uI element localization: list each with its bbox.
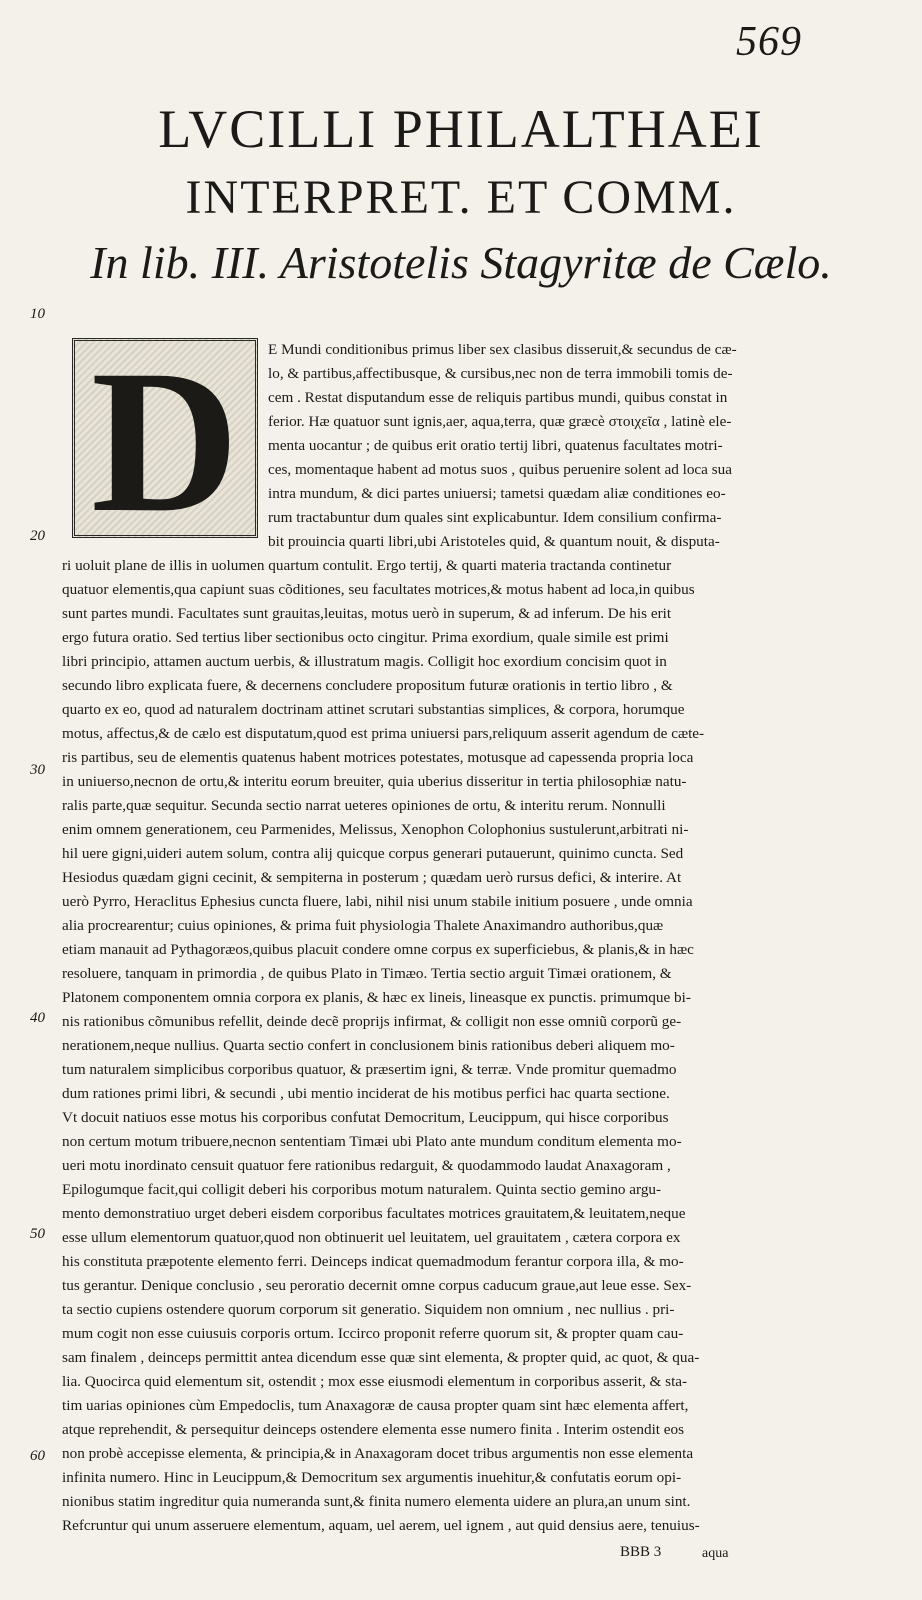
text-line: non certum motum tribuere,necnon sententiam Timæi ubi Plato ante mundum conditum elementa mo- — [62, 1133, 682, 1150]
text-line: his constituta præpotente elemento ferri. Deinceps indicat quemadmodum ferantur corpora illa, & mo- — [62, 1253, 684, 1270]
text-line: in uniuerso,necnon de ortu,& interitu eorum breuiter, quia uberius disseritur in tertia philosophiæ natu- — [62, 773, 687, 790]
text-line: intra mundum, & dici partes uniuersi; tametsi quædam aliæ conditiones eo- — [268, 485, 726, 502]
text-line: quarto ex eo, quod ad naturalem doctrinam attinet scrutari substantias simplices, & corpora, horumque — [62, 701, 685, 718]
text-line: menta uocantur ; de quibus erit oratio tertij libri, quatenus facultates motri- — [268, 437, 723, 454]
text-line: nis rationibus cõmunibus refellit, deinde decẽ proprijs infirmat, & colligit non esse omniũ corporũ ge- — [62, 1013, 682, 1030]
margin-line-number: 50 — [30, 1226, 45, 1242]
text-line: libri principio, attamen auctum uerbis, & illustratum magis. Colligit hoc exordium concisim quot in — [62, 653, 667, 670]
text-line: ris partibus, seu de elementis quatenus habent motrices potestates, motusque ad capessenda propria loca — [62, 749, 694, 766]
text-line: Platonem componentem omnia corpora ex planis, & hæc ex lineis, lineasque ex punctis. primumque bi- — [62, 989, 691, 1006]
text-line: quatuor elementis,qua capiunt suas cõditiones, seu facultates motrices,& motus habent ad loca,in quibus — [62, 581, 695, 598]
text-line: hil uere gigni,uideri autem solum, contra alij quicque corpus generari putauerunt, quinimo cuncta. Sed — [62, 845, 684, 862]
text-line: ta sectio cupiens ostendere quorum corporum sit generatio. Siquidem non omnium , nec nullius . pri- — [62, 1301, 675, 1318]
margin-line-number: 10 — [30, 306, 45, 322]
text-line: rum tractabuntur dum quales sint explicabuntur. Idem consilium confirma- — [268, 509, 722, 526]
text-line: ferior. Hæ quatuor sunt ignis,aer, aqua,terra, quæ græcè στοιχεῖα , latinè ele- — [268, 413, 732, 430]
text-line: Hesiodus quædam gigni cecinit, & sempiterna in posterum ; quædam uerò rursus defici, & interire. At — [62, 869, 682, 886]
margin-line-number: 40 — [30, 1010, 45, 1026]
text-line: uerò Pyrro, Heraclitus Ephesius cuncta fluere, labi, nihil nisi unum stabile initium posuere , unde omnia — [62, 893, 693, 910]
decorated-initial — [72, 327, 258, 555]
text-line: bit prouincia quarti libri,ubi Aristoteles quid, & quantum nouit, & disputa- — [268, 533, 720, 550]
initial-letter: D — [90, 327, 240, 555]
text-line: ces, momentaque habent ad motus suos , quibus peruenire solent ad loca sua — [268, 461, 732, 478]
text-line: Refcruntur qui unum asseruere elementum, aquam, uel aerem, uel ignem , aut quid densius aere, tenuius- — [62, 1517, 700, 1534]
text-line: Vt docuit natiuos esse motus his corporibus confutat Democritum, Leucippum, qui hisce corporibus — [62, 1109, 669, 1126]
text-line: enim omnem generationem, ceu Parmenides, Melissus, Xenophon Colophonius sustulerunt,arbitrati ni- — [62, 821, 689, 838]
text-line: Epilogumque facit,qui colligit deberi his corporibus motum naturalem. Quinta sectio gemino argu- — [62, 1181, 662, 1198]
text-line: secundo libro explicata fuere, & decernens concludere propositum futuræ orationis in tertio libro , & — [62, 677, 673, 694]
text-line: nerationem,neque nullius. Quarta sectio confert in conclusionem binis rationibus deberi aliquem mo- — [62, 1037, 675, 1054]
text-line: ergo futura oratio. Sed tertius liber sectionibus octo cingitur. Prima exordium, quale simile est primi — [62, 629, 669, 646]
text-line: motus, affectus,& de cælo est disputatum,quod est prima uniuersi pars,reliquum asserit agendum de cæte- — [62, 725, 705, 742]
text-line: mum cogit non esse cuiusuis corporis ortum. Iccirco proponit referre quorum sit, & propter quam cau- — [62, 1325, 684, 1342]
text-line: sam finalem , deinceps permittit antea dicendum esse quæ sint elementa, & propter quid, ac quot, & qua- — [62, 1349, 700, 1366]
text-line: atque reprehendit, & persequitur deinceps ostendere elementa esse numero finita . Interim ostendit eos — [62, 1421, 685, 1438]
text-line: dum rationes primi libri, & secundi , ubi mentio inciderat de his motibus perfici hac quarta sectione. — [62, 1085, 670, 1102]
margin-line-number: 20 — [30, 528, 45, 544]
page-number: 569 — [736, 19, 802, 65]
margin-line-number: 30 — [30, 762, 45, 778]
text-line: ueri motu inordinato censuit quatuor fere rationibus redarguit, & quodammodo laudat Anaxagoram , — [62, 1157, 671, 1174]
margin-line-number: 60 — [30, 1448, 45, 1464]
text-line: ralis parte,quæ sequitur. Secunda sectio narrat ueteres opiniones de ortu, & interitu rerum. Nonnulli — [62, 797, 666, 814]
text-line: non probè accepisse elementa, & principia,& in Anaxagoram docet tribus argumentis non esse elementa — [62, 1445, 694, 1462]
text-line: tum naturalem simplicibus corporibus quatuor, & præsertim igni, & terræ. Vnde promitur quemadmo — [62, 1061, 677, 1078]
text-line: E Mundi conditionibus primus liber sex clasibus disseruit,& secundus de cæ- — [268, 341, 737, 358]
text-line: lo, & partibus,affectibusque, & cursibus,nec non de terra immobili tomis de- — [268, 365, 733, 382]
text-line: tim uarias opiniones cùm Empedoclis, tum Anaxagoræ de causa propter quam sint hæc elementa affert, — [62, 1397, 689, 1414]
catchword: aqua — [702, 1546, 729, 1561]
text-line: lia. Quocirca quid elementum sit, ostendit ; mox esse eiusmodi elementum in corporibus asserit, & sta- — [62, 1373, 688, 1390]
title-line-3: In lib. III. Aristotelis Stagyritæ de Cælo. — [90, 237, 832, 288]
text-line: mento demonstratiuo urget deberi eisdem corporibus facultates motrices grauitatem,& leuitatem,neque — [62, 1205, 686, 1222]
text-line: etiam manauit ad Pythagoræos,quibus placuit condere omne corpus ex superficiebus, & planis,& in hæc — [62, 941, 694, 958]
text-line: nionibus statim ingreditur quia numeranda sunt,& finita numero elementa uidere an plura,an unum sint. — [62, 1493, 691, 1510]
signature-mark: BBB 3 — [620, 1544, 662, 1560]
text-line: alia procrearentur; cuius opiniones, & prima fuit physiologia Thalete Anaximandro authoribus,quæ — [62, 917, 664, 934]
text-line: cem . Restat disputandum esse de reliquis partibus mundi, quibus constat in — [268, 389, 728, 406]
text-line: resoluere, tanquam in primordia , de quibus Plato in Timæo. Tertia sectio arguit Timæi orationem, & — [62, 965, 672, 982]
text-line: infinita numero. Hinc in Leucippum,& Democritum sex argumentis inuehitur,& confutatis eorum opi- — [62, 1469, 682, 1486]
title-line-2: INTERPRET. ET COMM. — [185, 171, 737, 224]
text-line: ri uoluit plane de illis in uolumen quartum contulit. Ergo tertij, & quarti materia tractanda continetur — [62, 557, 672, 574]
text-line: tus gerantur. Denique conclusio , seu peroratio decernit omne corpus caducum graue,aut leue esse. Sex- — [62, 1277, 692, 1294]
title-line-1: LVCILLI PHILALTHAEI — [158, 99, 764, 159]
text-line: sunt partes mundi. Facultates sunt grauitas,leuitas, motus uerò in superum, & ad inferum. De his erit — [62, 605, 672, 622]
text-line: esse ullum elementorum quatuor,quod non obtinuerit uel leuitatem, uel grauitatem , cætera corpora ex — [62, 1229, 681, 1246]
